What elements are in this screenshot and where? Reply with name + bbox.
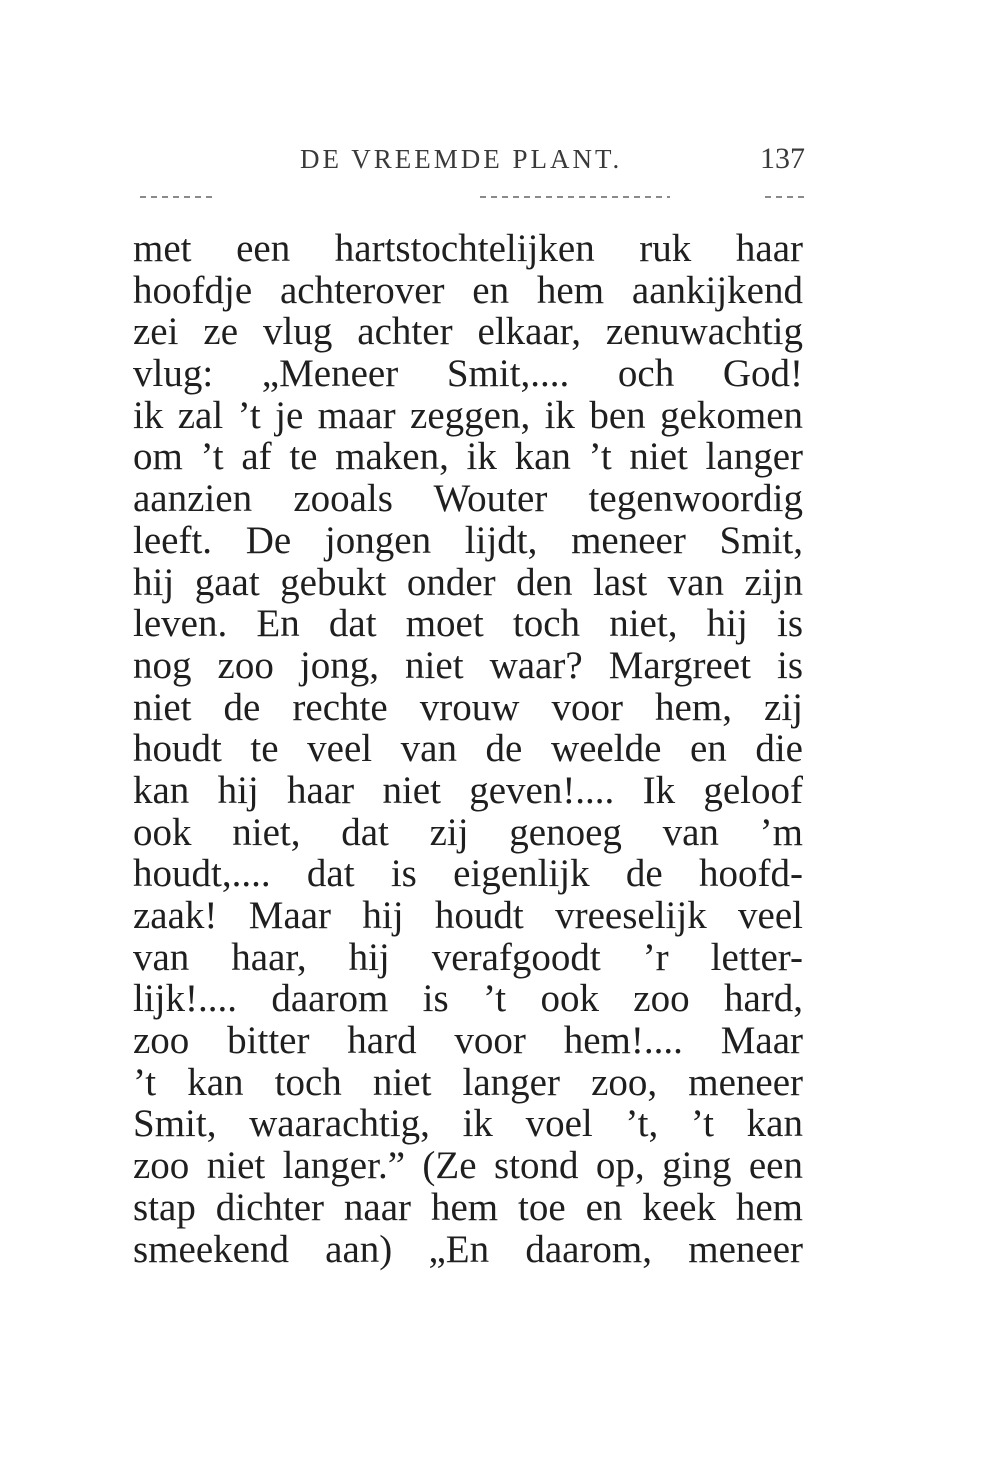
- body-text: [133, 228, 803, 1270]
- text-line: vlug: „Meneer Smit,.... och God!: [133, 352, 803, 396]
- text-line: ook niet, dat zij genoeg van ’m: [133, 810, 803, 854]
- text-line: houdt te veel van de weelde en die: [133, 727, 803, 771]
- text-line: stap dichter naar hem toe en keek hem: [133, 1185, 803, 1229]
- text-line: ik zal ’t je maar zeggen, ik ben gekomen: [133, 393, 803, 437]
- text-line: zoo bitter hard voor hem!.... Maar: [133, 1019, 803, 1063]
- text-line: zoo niet langer.” (Ze stond op, ging een: [133, 1144, 803, 1188]
- text-line: leeft. De jongen lijdt, meneer Smit,: [133, 518, 803, 562]
- text-line: niet de rechte vrouw voor hem, zij: [133, 685, 803, 729]
- text-line: nog zoo jong, niet waar? Margreet is: [133, 643, 803, 687]
- text-line: hoofdje achterover en hem aankijkend: [133, 268, 803, 312]
- text-line: om ’t af te maken, ik kan ’t niet langer: [133, 435, 803, 479]
- header-rule-segment-middle: [480, 196, 670, 198]
- text-line: leven. En dat moet toch niet, hij is: [133, 602, 803, 646]
- text-line: hij gaat gebukt onder den last van zijn: [133, 560, 803, 604]
- text-line: zaak! Maar hij houdt vreeselijk veel: [133, 894, 803, 937]
- text-line: houdt,.... dat is eigenlijk de hoofd-: [133, 852, 803, 896]
- text-line: kan hij haar niet geven!.... Ik geloof: [133, 768, 803, 812]
- text-line: met een hartstochtelijken ruk haar: [133, 227, 803, 270]
- text-line: ’t kan toch niet langer zoo, meneer: [133, 1060, 803, 1104]
- text-line: zei ze vlug achter elkaar, zenuwachtig: [133, 310, 803, 354]
- running-header: [135, 140, 805, 180]
- running-title: DE VREEMDE PLANT.: [300, 144, 623, 174]
- text-line: Smit, waarachtig, ik voel ’t, ’t kan: [133, 1102, 803, 1146]
- text-line: lijk!.... daarom is ’t ook zoo hard,: [133, 977, 803, 1021]
- page-number: 137: [760, 142, 805, 175]
- text-line: smeekend aan) „En daarom, meneer: [133, 1227, 803, 1271]
- header-rule-segment-right: [765, 196, 805, 198]
- header-rule-segment-left: [140, 196, 215, 198]
- text-line: aanzien zooals Wouter tegenwoordig: [133, 477, 803, 521]
- text-line: van haar, hij verafgoodt ’r letter-: [133, 935, 803, 979]
